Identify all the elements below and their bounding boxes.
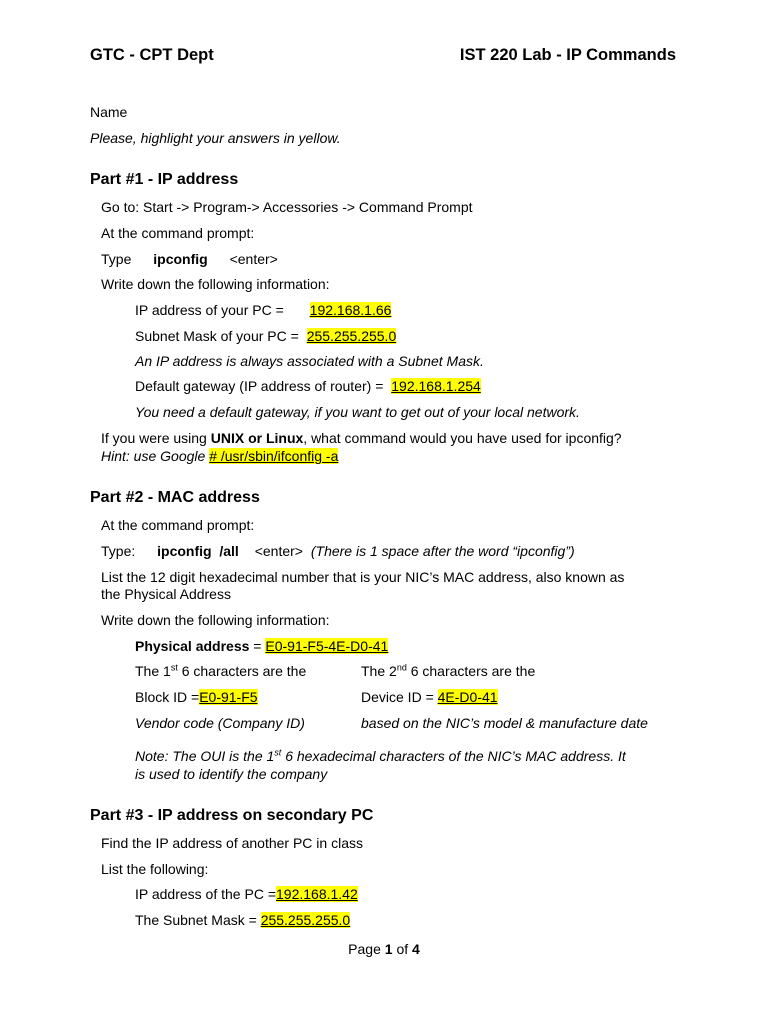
list-line-2: the Physical Address xyxy=(101,586,231,602)
unix-pre: If you were using xyxy=(101,430,211,446)
first6-sup: st xyxy=(170,662,178,673)
ip-row xyxy=(135,301,391,319)
device-row xyxy=(361,688,498,706)
mask-label: Subnet Mask of your PC = xyxy=(135,328,299,344)
of-word: of xyxy=(392,941,413,957)
oui-note xyxy=(135,747,626,765)
first6-post: 6 characters are the xyxy=(177,663,307,679)
type-label: Type: xyxy=(101,543,136,559)
device-value: 4E-D0-41 xyxy=(437,689,498,705)
instruction: Please, highlight your answers in yellow. xyxy=(90,130,341,146)
mask-row xyxy=(135,327,396,345)
second6-row xyxy=(361,662,535,680)
part3-find: Find the IP address of another PC in class xyxy=(101,835,363,851)
vendor-note: Vendor code (Company ID) xyxy=(135,715,305,731)
type-command: ipconfig xyxy=(153,251,208,267)
unix-question xyxy=(101,429,622,447)
second6-post: 6 characters are the xyxy=(406,663,536,679)
header-left: GTC - CPT Dept xyxy=(90,46,214,64)
physical-row xyxy=(135,637,388,655)
block-row xyxy=(135,688,258,706)
page-word: Page xyxy=(348,941,385,957)
part1-title: Part #1 - IP address xyxy=(90,171,239,188)
physical-value: E0-91-F5-4E-D0-41 xyxy=(265,638,389,654)
part3-ip-value: 192.168.1.42 xyxy=(276,886,358,902)
first6-pre: The 1 xyxy=(135,663,171,679)
note-mask: An IP address is always associated with a Subnet Mask. xyxy=(135,353,484,369)
physical-label: Physical address xyxy=(135,638,250,654)
header-right: IST 220 Lab - IP Commands xyxy=(459,46,676,64)
page-footer xyxy=(0,941,768,957)
gateway-label: Default gateway (IP address of router) = xyxy=(135,378,384,394)
part1-write-down: Write down the following information: xyxy=(101,276,330,292)
part3-title: Part #3 - IP address on secondary PC xyxy=(90,807,374,824)
device-label: Device ID = xyxy=(361,689,438,705)
part1-type-row xyxy=(101,250,278,268)
part3-mask-label: The Subnet Mask = xyxy=(135,912,261,928)
part3-mask-row xyxy=(135,911,350,929)
second6-sup: nd xyxy=(396,662,407,673)
ip-label: IP address of your PC = xyxy=(135,302,284,318)
part3-list: List the following: xyxy=(101,861,209,877)
part2-title: Part #2 - MAC address xyxy=(90,489,260,506)
part2-write-down: Write down the following information: xyxy=(101,612,330,628)
type-enter: <enter> xyxy=(254,543,303,559)
based-note: based on the NIC’s model & manufacture date xyxy=(361,715,648,731)
unix-bold: UNIX or Linux xyxy=(210,430,304,446)
type-note: (There is 1 space after the word “ipconfig”) xyxy=(310,543,575,559)
second6-pre: The 2 xyxy=(361,663,397,679)
part2-type-row xyxy=(101,542,575,560)
ip-value: 192.168.1.66 xyxy=(309,302,392,318)
first6-row xyxy=(135,662,306,680)
list-line-1: List the 12 digit hexadecimal number that is your NIC’s MAC address, also known as xyxy=(101,569,625,585)
block-label: Block ID = xyxy=(135,689,200,705)
hint-answer: # /usr/sbin/ifconfig -a xyxy=(209,448,339,464)
part1-goto: Go to: Start -> Program-> Accessories -> Command Prompt xyxy=(101,199,473,215)
type-enter: <enter> xyxy=(229,251,278,267)
note-gateway: You need a default gateway, if you want to get out of your local network. xyxy=(135,404,580,420)
gateway-value: 192.168.1.254 xyxy=(391,378,481,394)
hint-label: Hint: use Google xyxy=(101,448,206,464)
part2-at-prompt: At the command prompt: xyxy=(101,517,255,533)
name-label: Name xyxy=(90,104,128,120)
page-number: 1 xyxy=(384,941,393,957)
oui-sup: st xyxy=(274,747,282,758)
unix-post: , what command would you have used for ipconfig? xyxy=(303,430,622,446)
hint-row xyxy=(101,447,338,465)
block-value: E0-91-F5 xyxy=(199,689,258,705)
part3-ip-row xyxy=(135,885,358,903)
oui-post: 6 hexadecimal characters of the NIC’s MAC address. It xyxy=(281,748,626,764)
oui-pre: Note: The OUI is the 1 xyxy=(135,748,275,764)
oui-line-2: is used to identify the company xyxy=(135,766,328,782)
mask-value: 255.255.255.0 xyxy=(306,328,397,344)
type-label: Type xyxy=(101,251,132,267)
physical-eq: = xyxy=(249,638,266,654)
type-command: ipconfig /all xyxy=(157,543,239,559)
gateway-row xyxy=(135,377,481,395)
part3-mask-value: 255.255.255.0 xyxy=(260,912,351,928)
page-total: 4 xyxy=(412,941,420,957)
part3-ip-label: IP address of the PC = xyxy=(135,886,276,902)
part1-at-prompt: At the command prompt: xyxy=(101,225,255,241)
